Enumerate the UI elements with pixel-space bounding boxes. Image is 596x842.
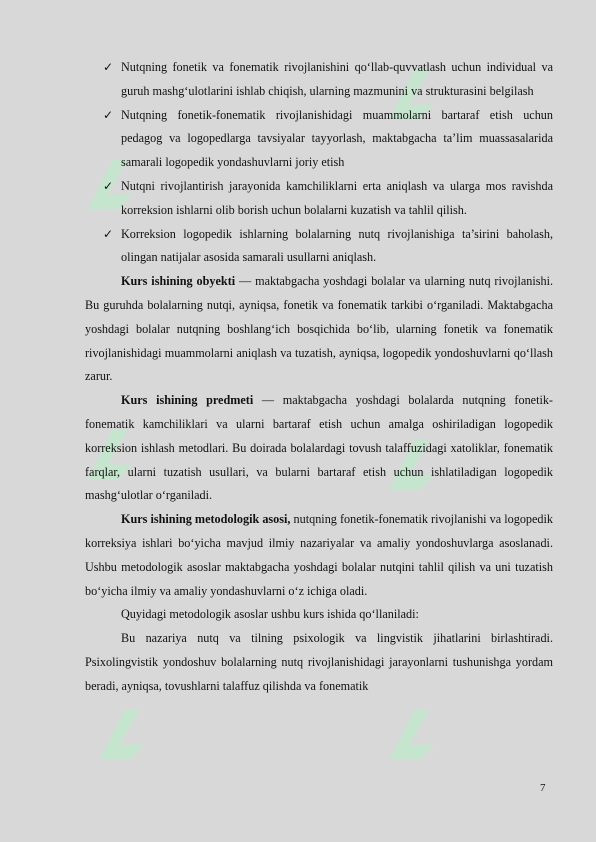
bullet-text: Nutqni rivojlantirish jarayonida kamchiliklarni erta aniqlash va ularga mos ravishda korreksion ishlarni olib borish uchun bolalarni kuzatish va tahlil qilish. <box>121 178 553 217</box>
page-number: 7 <box>540 782 546 794</box>
checkmark-icon: ✓ <box>103 178 114 193</box>
paragraph-quyidagi: Quyidagi metodologik asoslar ushbu kurs ishida qo‘llaniladi: <box>121 607 419 622</box>
bullet-item <box>85 175 553 223</box>
metodologik-heading: Kurs ishining metodologik asosi, <box>121 512 291 527</box>
predmet-heading: Kurs ishining predmeti <box>121 393 254 408</box>
paragraph-obyekt <box>85 270 553 389</box>
checkmark-icon: ✓ <box>103 107 114 122</box>
paragraph-predmet <box>85 389 553 508</box>
paragraph-nazariya: Bu nazariya nutq va tilning psixologik va lingvistik jihatlarini birlashtiradi. Psixolingvistik yondoshuv bolalarning nutq rivojlanishidagi jarayonlarni tushunishga yordam beradi, ayniqsa, tovushlarni talaffuz qilishda va fonematik <box>85 631 553 693</box>
bullet-text: Nutqning fonetik va fonematik rivojlanishini qo‘llab-quvvatlash uchun individual va guruh mashg‘ulotlarini ishlab chiqish, ularning mazmunini va strukturasini belgilash <box>121 60 553 98</box>
watermark-logo-icon <box>90 700 160 770</box>
obyekt-text: — maktabgacha yoshdagi bolalar va ularning nutq rivojlanishi. Bu guruhda bolalarning nutqi, ayniqsa, fonetik va fonematik tarkibi o‘rganiladi. Maktabgacha yoshdagi bolalar nutqning boshlang‘ich bosqichida bo‘lib, ularning fonetik va fonematik rivojlanishidagi muammolarni aniqlash va tuzatish, ayniqsa, logopedik yondoshuvlarni qo‘llash zarur. <box>85 274 553 384</box>
checkmark-icon: ✓ <box>103 60 114 74</box>
bullet-item <box>85 56 553 104</box>
obyekt-heading: Kurs ishining obyekti <box>121 274 236 289</box>
bullet-item <box>85 104 553 175</box>
bullet-text: Nutqning fonetik-fonematik rivojlanishidagi muammolarni bartaraf etish uchun pedagog va logopedlarga tavsiyalar tayyorlash, maktabgacha ta’lim muassasalarida samarali logopedik yondashuvlarni joriy etish <box>121 107 553 170</box>
bullet-text: Korreksion logopedik ishlarning bolalarning nutq rivojlanishiga ta’sirini baholash, olingan natijalar asosida samarali usullarni aniqlash. <box>121 226 553 265</box>
metodologik-text: nutqning fonetik-fonematik rivojlanishi va logopedik korreksiya ishlari bo‘yicha mavjud ilmiy nazariyalar va amaliy yondoshuvlarga asoslanadi. Ushbu metodologik asoslar maktabgacha yoshdagi bolalar nutqini tahlil qilish va uni tuzatish bo‘yicha ilmiy va amaliy yondashuvlarni o‘z ichiga oladi. <box>85 512 554 598</box>
predmet-text: — maktabgacha yoshdagi bolalarda nutqning fonetik-fonematik kamchiliklari va ularni bartaraf etish uchun amalga oshiriladigan logopedik korreksion ishlash metodlari. Bu doirada bolalardagi tovush talaffuzidagi xatoliklar, fonematik farqlar, ularni tuzatish usullari, va bularni bartaraf etish uchun ishlatiladigan logopedik mashg‘ulotlar o‘rganiladi. <box>85 393 553 503</box>
paragraph-metodologik <box>85 508 553 603</box>
document-body <box>85 56 553 699</box>
checkmark-icon: ✓ <box>103 226 114 241</box>
bullet-item <box>85 223 553 271</box>
watermark-logo-icon <box>380 700 450 770</box>
